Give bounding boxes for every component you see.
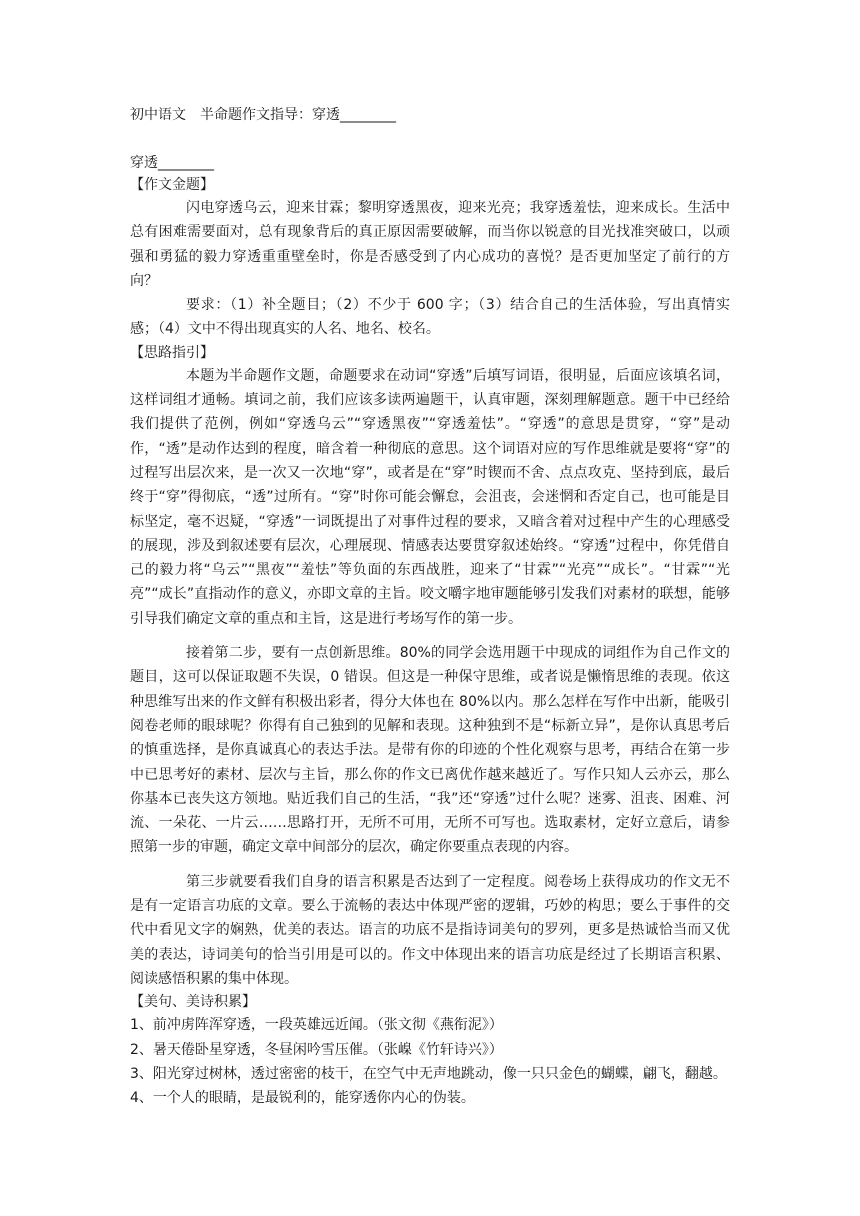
list-item: 2、暑天倦卧星穿透，冬昼闲吟雪压催。（张嵲《竹轩诗兴》） [130,1041,503,1058]
document-title: 初中语文 半命题作文指导：穿透________ [130,107,396,123]
prompt-heading: 【作文金题】 [130,177,214,193]
guide-paragraph-step1: 本题为半命题作文题，命题要求在动词“穿透”后填写词语，很明显，后面应该填名词，这样词组才通畅。填词之前，我们应该多读两遍题干，认真审题，深刻理解题意。题干中已经给我们提供了范例，例如“穿透乌云”“穿透黑夜”“穿透羞怯”。“穿透”的意思是贯穿，“穿”是动作，“透”是动作达到的程度，暗含着一种彻底的意思。这个词语对应的写作思维就是要将“穿”的过程写出层次来，是一次又一次地“穿”，或者是在“穿”时锲而不舍、点点攻克、坚持到底，最后终于“穿”得彻底，“透”过所有。“穿”时你可能会懈怠，会沮丧，会迷惘和否定自己，也可能是目标坚定，毫不迟疑，“穿透”一词既提出了对事件过程的要求，又暗含着对过程中产生的心理感受的展现，涉及到叙述要有层次，心理展现、情感表达要贯穿叙述始终。“穿透”过程中，你凭借自己的毅力将“乌云”“黑夜”“羞怯”等负面的东西战胜，迎来了“甘霖”“光亮”“成长”。“甘霖”“光亮”“成长”直指动作的意义，亦即文章的主旨。咬文嚼字地审题能够引发我们对素材的联想，能够引导我们确定文章的重点和主旨，这是进行考场写作的第一步。 [130,367,730,627]
list-item: 3、阳光穿过树林，透过密密的枝干，在空气中无声地跳动，像一只只金色的蝴蝶，翩飞，翻越。 [130,1065,727,1082]
quotes-heading: 【美句、美诗积累】 [130,994,256,1011]
prompt-paragraph: 闪电穿透乌云，迎来甘霖；黎明穿透黑夜，迎来光亮；我穿透羞怯，迎来成长。生活中总有困难需要面对，总有现象背后的真正原因需要破解，而当你以锐意的目光找准突破口，以顽强和勇猛的毅力穿透重重壁垒时，你是否感受到了内心成功的喜悦？是否更加坚定了前行的方向？ [130,200,730,289]
requirements-paragraph: 要求：（1）补全题目；（2）不少于 600 字；（3）结合自己的生活体验，写出真情实感；（4）文中不得出现真实的人名、地名、校名。 [130,297,730,338]
guide-paragraph-step3: 第三步就要看我们自身的语言积累是否达到了一定程度。阅卷场上获得成功的作文无不是有一定语言功底的文章。要么于流畅的表达中体现严密的逻辑，巧妙的构思；要么于事件的交代中看见文字的娴熟，优美的表达。语言的功底不是指诗词美句的罗列，更多是热诚恰当而又优美的表达，诗词美句的恰当引用是可以的。作文中体现出来的语言功底是经过了长期语言积累、阅读感悟积累的集中体现。 [130,873,730,987]
quotes-list [130,1013,730,1110]
guide-paragraph-step2: 接着第二步，要有一点创新思维。80%的同学会选用题干中现成的词组作为自己作文的题目，这可以保证取题不失误，0 错误。但这是一种保守思维，或者说是懒惰思维的表现。依这种思维写出来的作文鲜有积极出彩者，得分大体也在 80%以内。那么怎样在写作中出新，能吸引阅卷老师的眼球呢？你得有自己独到的见解和表现。这种独到不是“标新立异”，是你认真思考后的慎重选择，是你真诚真心的表达手法。是带有你的印迹的个性化观察与思考，再结合在第一步中已思考好的素材、层次与主旨，那么你的作文已离优作越来越近了。写作只知人云亦云，那么你基本已丧失这方领地。贴近我们自己的生活，“我”还“穿透”过什么呢？迷雾、沮丧、困难、河流、一朵花、一片云……思路打开，无所不可用，无所不可写也。选取素材，定好立意后，请参照第一步的审题，确定文章中间部分的层次，确定你要重点表现的内容。 [130,645,730,856]
list-item: 1、前冲虏阵浑穿透，一段英雄远近闻。（张文彻《燕衔泥》） [130,1017,503,1034]
list-item: 4、一个人的眼睛，是最锐利的，能穿透你内心的伪装。 [130,1090,475,1107]
essay-subtitle: 穿透________ [130,155,214,171]
guide-heading: 【思路指引】 [130,344,214,361]
